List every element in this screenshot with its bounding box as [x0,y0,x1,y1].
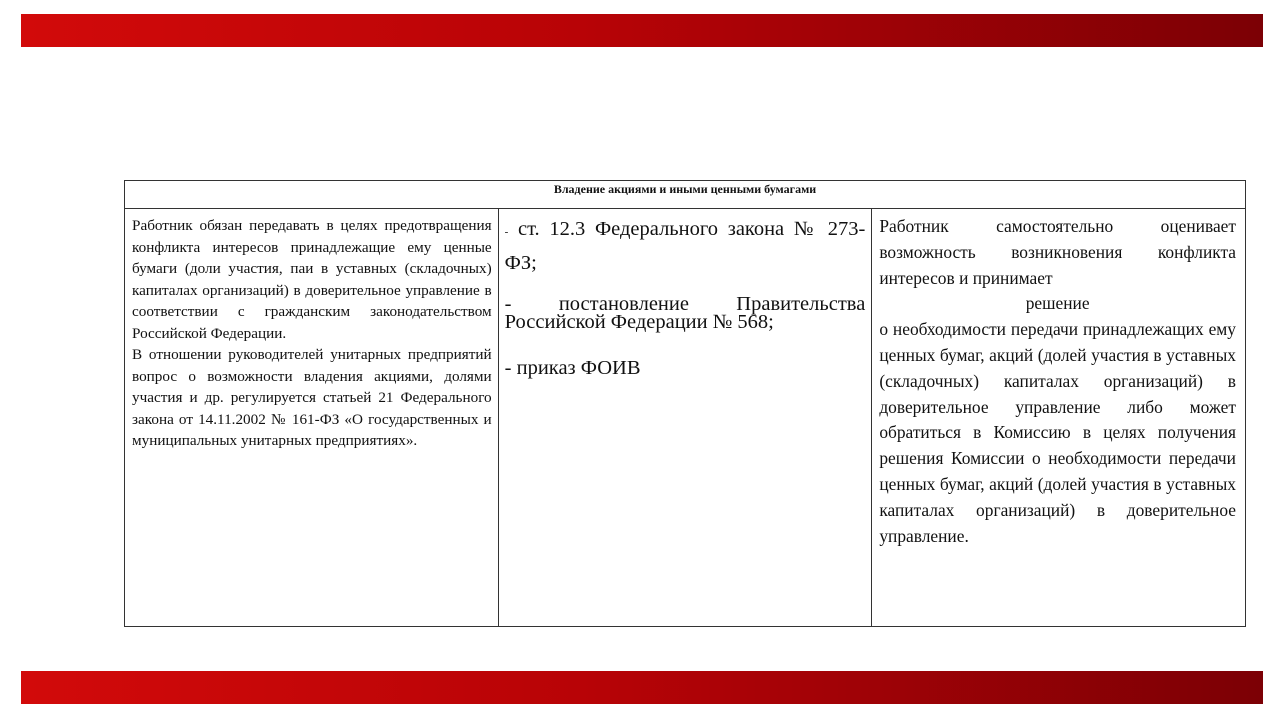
footer-decor-bar [21,671,1263,704]
legal-basis-item-3: - приказ ФОИВ [504,357,641,379]
ownership-table [124,180,1246,627]
legal-basis-item-1-dash: - [504,226,509,238]
legal-basis-cell [498,209,872,627]
legal-basis-item-1-text: ст. 12.3 Федерального закона № 273-ФЗ; [504,218,866,274]
table-title-row [125,181,1246,209]
table-row [125,209,1246,627]
header-decor-bar [21,14,1263,47]
unitary-enterprises-text: В отношении руководителей унитарных предприятий вопрос о возможности владения акциями, долями участия и др. регулируется статьей 21 Федерального закона от 14.11.2002 № 161-ФЗ «О государственных и муниципальных унитарных предприятиях». [132,346,492,449]
procedure-cell [872,209,1246,627]
table-title: Владение акциями и иными ценными бумагами [125,181,1246,209]
procedure-text-3: о необходимости передачи принадлежащих ему ценных бумаг, акций (долей участия в уставных (складочных) капиталах организаций) в доверительное управление либо может обратиться в Комиссию в целях получения решения Комиссии о необходимости передачи ценных бумаг, акций (долей участия в уставных капиталах организаций) в доверительное управление. [879,319,1236,546]
obligation-text: Работник обязан передавать в целях предотвращения конфликта интересов принадлежащие ему ценные бумаги (доли участия, паи в уставных (складочных) капиталах организаций) в доверительное управление в соответствии с гражданским законодательством Российской Федерации. [132,217,492,342]
procedure-text-1: Работник самостоятельно оценивает возможность возникновения конфликта интересов и принимает [879,216,1236,288]
legal-basis-item-2: - постановление Правительства Российской Федерации № 568; [504,293,866,333]
legal-basis-item-1 [505,214,866,279]
procedure-text-2: решение [1025,293,1090,314]
obligation-cell [125,209,499,627]
